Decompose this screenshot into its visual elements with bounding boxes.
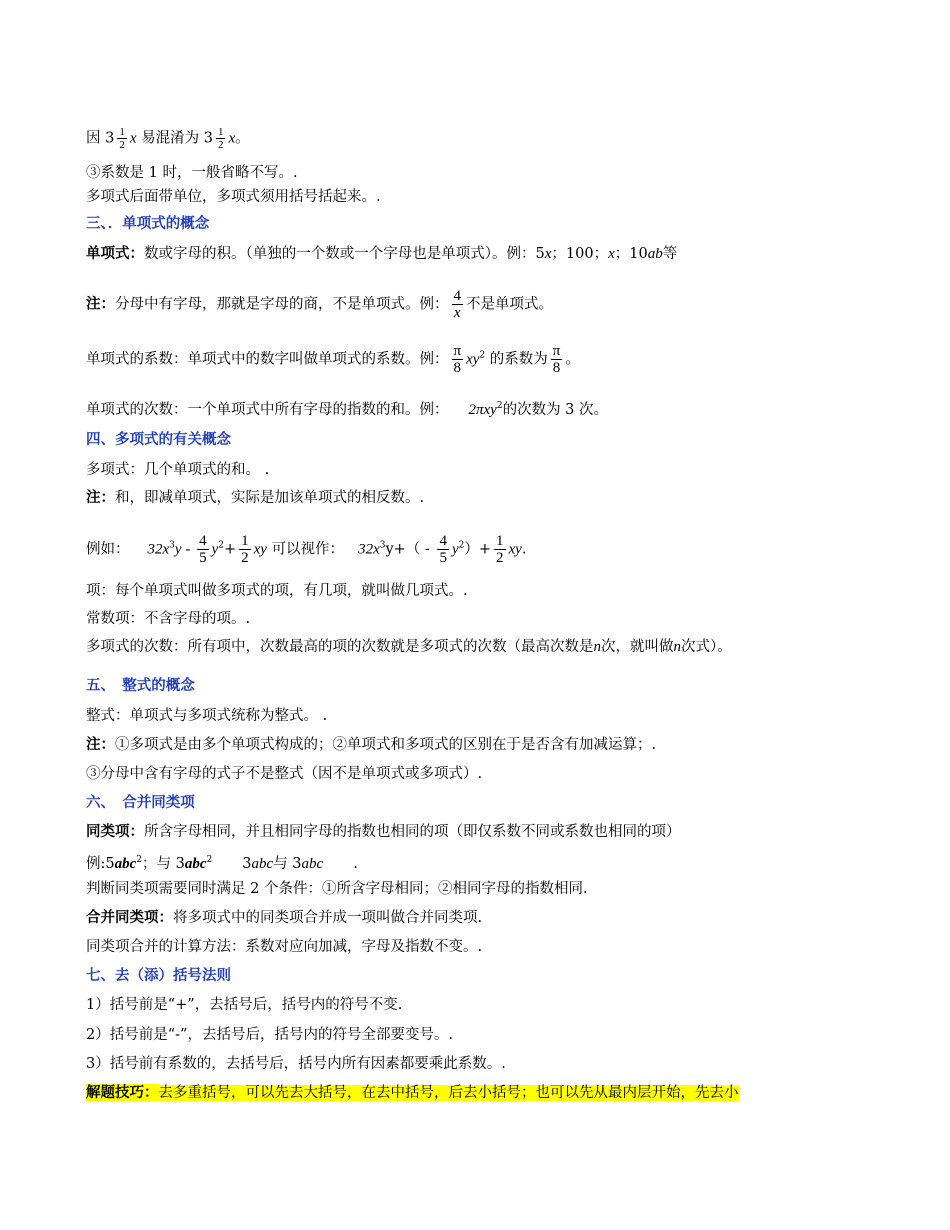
fraction: $\frac{4}{5}$ bbox=[439, 533, 447, 566]
like-terms-definition: 同类项：所含字母相同，并且相同字母的指数也相同的项（即仅系数不同或系数也相同的项） bbox=[86, 823, 681, 840]
monomial-definition: 单项式：数或字母的积。（单独的一个数或一个字母也是单项式）。例：5x；100；x；10ab等 bbox=[86, 245, 678, 262]
fraction: $\frac{4}{x}$ bbox=[453, 288, 461, 321]
section-heading-6: 六、 合并同类项 bbox=[86, 795, 195, 811]
like-terms-conditions: 判断同类项需要同时满足 2 个条件：①所含字母相同；②相同字母的指数相同. bbox=[86, 881, 588, 897]
section-heading-4: 四、多项式的有关概念 bbox=[86, 432, 231, 448]
section-heading-7: 七、去（添）括号法则 bbox=[86, 968, 231, 984]
term-definition: 项：每个单项式叫做多项式的项，有几项，就叫做几项式。. bbox=[86, 583, 468, 599]
section-heading-5: 五、 整式的概念 bbox=[86, 678, 195, 694]
line-intro: 因 3 $\frac{1}{2}$ x 易混淆为 3 $\frac{1}{2}$ x。 bbox=[86, 126, 250, 151]
fraction: $\frac{\pi}{8}$ bbox=[552, 343, 561, 376]
fraction: $\frac{1}{2}$ bbox=[241, 533, 249, 566]
polynomial-definition: 多项式：几个单项式的和。 . bbox=[86, 462, 270, 478]
example-line: 例如： $32x^3y$ - $\frac{4}{5}$ $y^2+$ $\frac{1}{2}$ xy 可以视作： $32x^3y+$（ - $\frac{4}{5}$ $y^2)+$ $\frac{1}{2}$ xy. bbox=[86, 533, 527, 566]
line-unit: 多项式后面带单位，多项式须用括号括起来。. bbox=[86, 189, 381, 205]
merge-definition: 合并同类项：将多项式中的同类项合并成一项叫做合并同类项. bbox=[86, 909, 483, 926]
fraction: $\frac{1}{2}$ bbox=[496, 533, 504, 566]
constant-definition: 常数项：不含字母的项。. bbox=[86, 611, 251, 627]
monomial-coefficient: 单项式的系数：单项式中的数字叫做单项式的系数。例： $\frac{\pi}{8}$ $xy^2$ 的系数为 $\frac{\pi}{8}$ 。 bbox=[86, 343, 580, 376]
fraction: $\frac{\pi}{8}$ bbox=[453, 343, 462, 376]
fraction: $\frac{1}{2}$ bbox=[119, 126, 125, 151]
merge-calculation: 同类项合并的计算方法：系数对应向加减，字母及指数不变。. bbox=[86, 939, 483, 955]
rule-3: 3）括号前有系数的，去括号后，括号内所有因素都要乘此系数。. bbox=[86, 1056, 506, 1072]
integral-definition: 整式：单项式与多项式统称为整式。 . bbox=[86, 708, 328, 724]
note-3b: ③分母中含有字母的式子不是整式（因不是单项式或多项式）. bbox=[86, 766, 483, 782]
fraction: $\frac{4}{5}$ bbox=[199, 533, 207, 566]
note-3: 注：①多项式是由多个单项式构成的；②单项式和多项式的区别在于是否含有加减运算；. bbox=[86, 736, 657, 753]
line-coef-one: ③系数是 1 时，一般省略不写。. bbox=[86, 165, 298, 181]
note-1: 注：分母中有字母，那就是字母的商，不是单项式。例： $\frac{4}{x}$ 不是单项式。 bbox=[86, 288, 553, 321]
rule-2: 2）括号前是“-”，去括号后，括号内的符号全部要变号。. bbox=[86, 1027, 454, 1043]
polynomial-degree: 多项式的次数：所有项中，次数最高的项的次数就是多项式的次数（最高次数是n次，就叫做n次式）。 bbox=[86, 639, 732, 655]
note-2: 注：和，即减单项式，实际是加该单项式的相反数。. bbox=[86, 489, 425, 506]
fraction: $\frac{1}{2}$ bbox=[217, 126, 224, 151]
monomial-degree: 单项式的次数：一个单项式中所有字母的指数的和。例： 2πxy$^2$的次数为 3 次。 bbox=[86, 401, 609, 418]
var-x: x bbox=[129, 130, 137, 147]
solving-tip: 解题技巧：去多重括号，可以先去大括号，在去中括号，后去小括号；也可以先从最内层开始，先去小 bbox=[86, 1084, 739, 1101]
text: 易混淆为 3 bbox=[141, 130, 213, 147]
rule-1: 1）括号前是“+”，去括号后，括号内的符号不变. bbox=[86, 997, 403, 1013]
text: 因 3 bbox=[86, 130, 115, 147]
var-x: x bbox=[228, 130, 236, 147]
like-terms-example: 例:5abc$^2$；与 3abc$^2$ 3abc与 3abc . bbox=[86, 855, 358, 872]
section-heading-3: 三、．单项式的概念 bbox=[86, 216, 210, 232]
